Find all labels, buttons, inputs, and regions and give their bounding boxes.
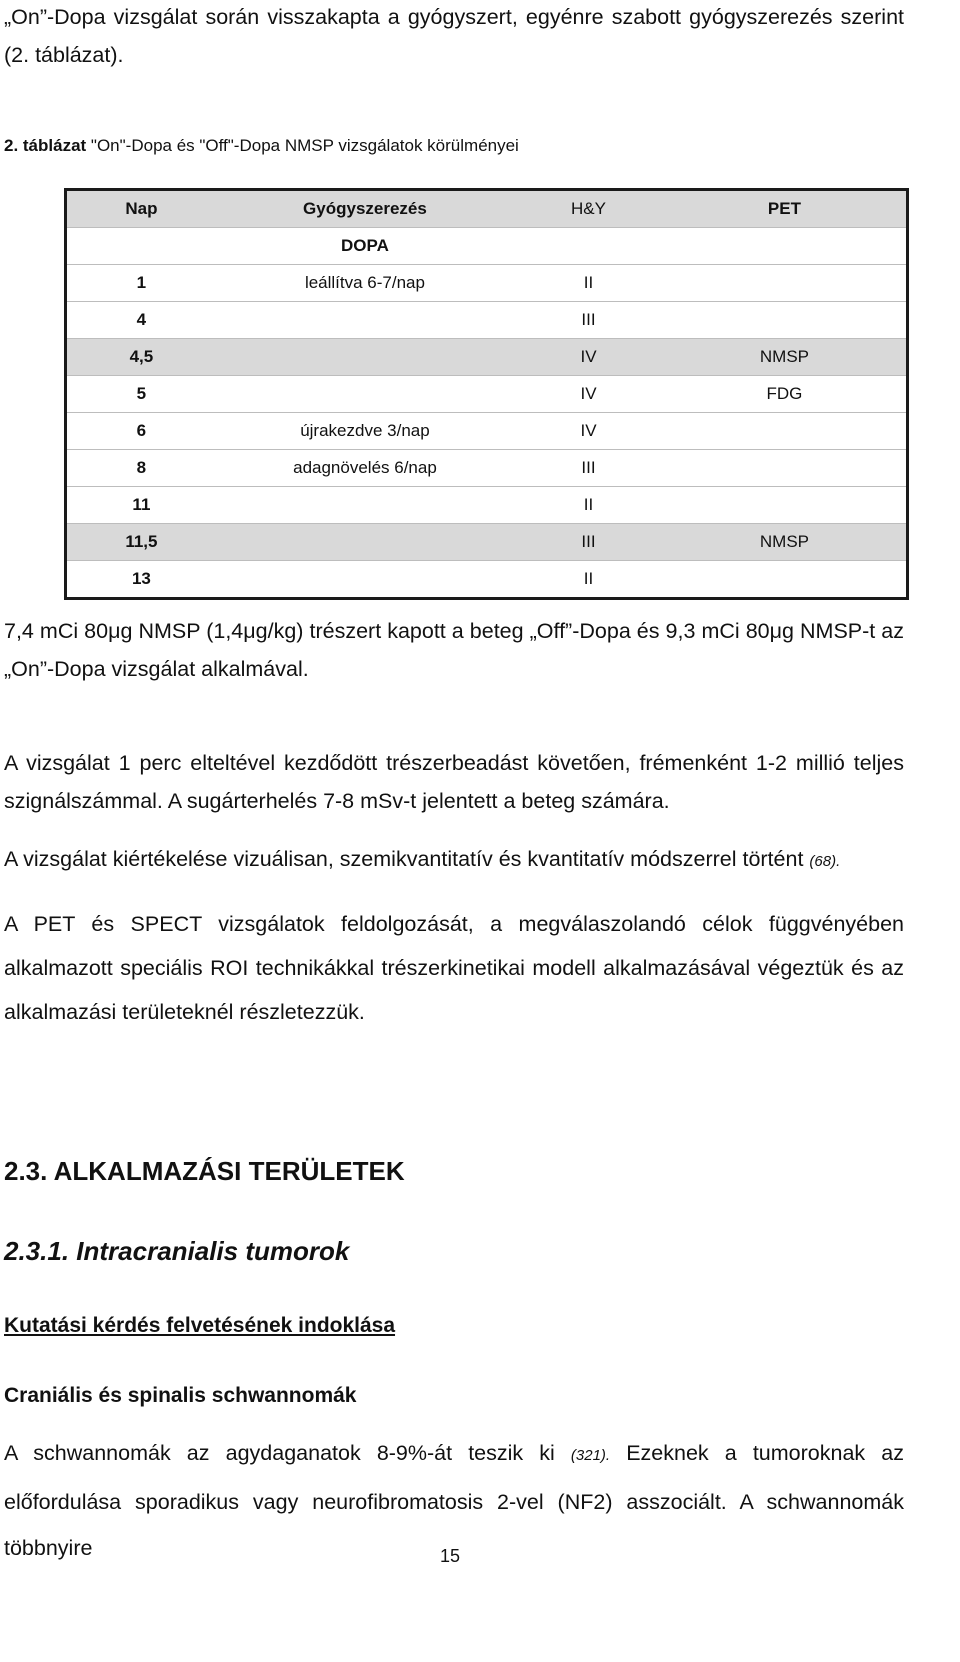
table-row <box>66 487 908 524</box>
cell-gyogyszerezes <box>216 561 514 599</box>
cell-hy: IV <box>514 339 663 376</box>
table-row <box>66 413 908 450</box>
cell-hy: II <box>514 265 663 302</box>
table-subheader-row <box>66 228 908 265</box>
subheader-dopa: DOPA <box>216 228 514 265</box>
paragraph-acquisition: A vizsgálat 1 perc elteltével kezdődött trészerbeadást követően, frémenként 1-2 millió teljes szignálszámmal. A sugárterhelés 7-8 mSv-t jelentett a beteg számára. <box>4 751 904 813</box>
cell-nap: 11 <box>66 487 216 524</box>
table-row <box>66 265 908 302</box>
cell-pet <box>663 561 908 599</box>
cell-hy: IV <box>514 376 663 413</box>
table-row <box>66 524 908 561</box>
cell-nap: 4 <box>66 302 216 339</box>
paragraph-schwannoma-text-b: Ezeknek a tumoroknak az előfordulása sporadikus vagy neurofibromatosis 2-vel (NF2) asszociált. A schwannomák többnyire <box>4 1441 904 1560</box>
cell-nap: 13 <box>66 561 216 599</box>
header-pet: PET <box>663 190 908 228</box>
table-row <box>66 339 908 376</box>
header-nap: Nap <box>66 190 216 228</box>
cell-gyogyszerezes: leállítva 6-7/nap <box>216 265 514 302</box>
table-row <box>66 450 908 487</box>
cell-nap: 8 <box>66 450 216 487</box>
cell-hy: II <box>514 561 663 599</box>
cell-hy: II <box>514 487 663 524</box>
table-caption-label: 2. táblázat <box>4 136 87 155</box>
paragraph-evaluation <box>4 840 904 881</box>
cell-nap: 6 <box>66 413 216 450</box>
cell-gyogyszerezes <box>216 524 514 561</box>
cell-gyogyszerezes <box>216 339 514 376</box>
cell-pet <box>663 302 908 339</box>
research-question-heading: Kutatási kérdés felvetésének indoklása <box>4 1314 396 1337</box>
cell-hy: IV <box>514 413 663 450</box>
table-header-row <box>66 190 908 228</box>
table-caption <box>4 136 519 156</box>
cell-gyogyszerezes: adagnövelés 6/nap <box>216 450 514 487</box>
page-number: 15 <box>440 1546 461 1566</box>
table-body <box>66 265 908 599</box>
paragraph-schwannoma-text-a: A schwannomák az agydaganatok 8-9%-át teszik ki <box>4 1441 571 1465</box>
cell-pet: NMSP <box>663 524 908 561</box>
table-row <box>66 376 908 413</box>
section-heading: 2.3. ALKALMAZÁSI TERÜLETEK <box>4 1156 405 1186</box>
cell-gyogyszerezes: újrakezdve 3/nap <box>216 413 514 450</box>
cell-pet: FDG <box>663 376 908 413</box>
header-hy: H&Y <box>514 190 663 228</box>
cell-pet <box>663 487 908 524</box>
schwannoma-heading: Craniális és spinalis schwannomák <box>4 1384 357 1407</box>
cell-pet <box>663 450 908 487</box>
cell-hy: III <box>514 524 663 561</box>
cell-gyogyszerezes <box>216 487 514 524</box>
intro-paragraph: „On”-Dopa vizsgálat során visszakapta a gyógyszert, egyénre szabott gyógyszerezés szerint (2. táblázat). <box>4 5 904 67</box>
cell-pet: NMSP <box>663 339 908 376</box>
cell-nap: 11,5 <box>66 524 216 561</box>
header-gyogyszerezes: Gyógyszerezés <box>216 190 514 228</box>
dopa-table <box>64 188 909 600</box>
reference-321: (321). <box>570 1447 611 1464</box>
reference-68: (68). <box>809 853 841 870</box>
cell-pet <box>663 265 908 302</box>
cell-pet <box>663 413 908 450</box>
paragraph-evaluation-text: A vizsgálat kiértékelése vizuálisan, szemikvantitatív és kvantitatív módszerrel történt <box>4 847 810 871</box>
cell-nap: 4,5 <box>66 339 216 376</box>
cell-hy: III <box>514 450 663 487</box>
cell-gyogyszerezes <box>216 302 514 339</box>
table-row <box>66 561 908 599</box>
cell-nap: 1 <box>66 265 216 302</box>
paragraph-dose: 7,4 mCi 80μg NMSP (1,4μg/kg) trészert kapott a beteg „Off”-Dopa és 9,3 mCi 80μg NMSP-t az „On”-Dopa vizsgálat alkalmával. <box>4 619 904 681</box>
cell-nap: 5 <box>66 376 216 413</box>
subsection-heading: 2.3.1. Intracranialis tumorok <box>4 1236 350 1266</box>
paragraph-processing: A PET és SPECT vizsgálatok feldolgozását, a megválaszolandó célok függvényében alkalmazott speciális ROI technikákkal trészerkinetikai modell alkalmazásával végeztük és az alkalmazási területeknél részletezzük. <box>4 912 904 1024</box>
table-row <box>66 302 908 339</box>
table-caption-text: "On"-Dopa és "Off"-Dopa NMSP vizsgálatok körülményei <box>86 136 519 155</box>
cell-hy: III <box>514 302 663 339</box>
cell-gyogyszerezes <box>216 376 514 413</box>
